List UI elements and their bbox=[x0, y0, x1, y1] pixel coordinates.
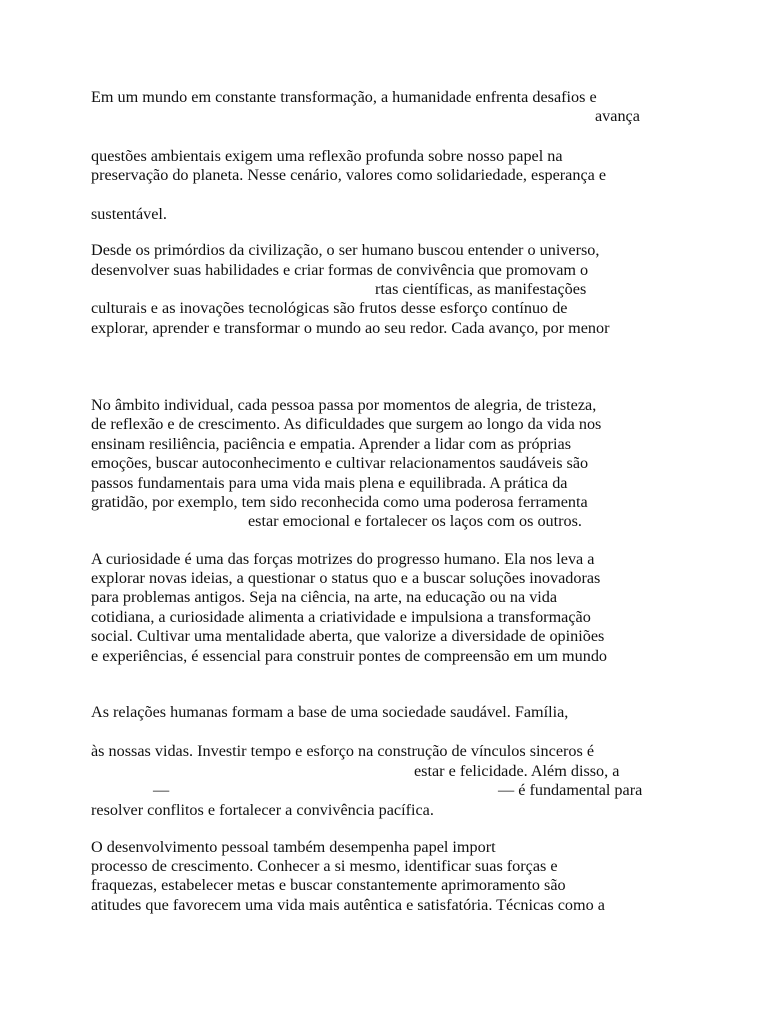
paragraph-7-line-1: O desenvolvimento pessoal também desempenha papel import bbox=[91, 838, 496, 856]
paragraph-4-line-6: gratidão, por exemplo, tem sido reconhecida como uma poderosa ferramenta bbox=[91, 493, 588, 511]
paragraph-4-line-5: passos fundamentais para uma vida mais plena e equilibrada. A prática da bbox=[91, 474, 568, 492]
paragraph-5-line-1: A curiosidade é uma das forças motrizes do progresso humano. Ela nos leva a bbox=[91, 550, 595, 568]
paragraph-3-line-3: rtas científicas, as manifestações bbox=[375, 280, 587, 298]
paragraph-7-line-3: fraquezas, estabelecer metas e buscar constantemente aprimoramento são bbox=[91, 876, 566, 894]
paragraph-1-line-1: Em um mundo em constante transformação, a humanidade enfrenta desafios e bbox=[91, 88, 597, 106]
paragraph-3-line-2: desenvolver suas habilidades e criar formas de convivência que promovam o bbox=[91, 261, 589, 279]
paragraph-6-line-6: resolver conflitos e fortalecer a convivência pacífica. bbox=[91, 801, 434, 819]
paragraph-5-line-3: para problemas antigos. Seja na ciência, na arte, na educação ou na vida bbox=[91, 588, 558, 606]
paragraph-3-line-4: culturais e as inovações tecnológicas são frutos desse esforço contínuo de bbox=[91, 299, 568, 317]
paragraph-6-line-5: — é fundamental para bbox=[498, 781, 643, 799]
paragraph-1-line-2: avança bbox=[595, 107, 640, 125]
paragraph-4-line-2: de reflexão e de crescimento. As dificuldades que surgem ao longo da vida nos bbox=[91, 415, 602, 433]
paragraph-5-line-2: explorar novas ideias, a questionar o status quo e a buscar soluções inovadoras bbox=[91, 569, 601, 587]
paragraph-2-line-2: preservação do planeta. Nesse cenário, valores como solidariedade, esperança e bbox=[91, 166, 607, 184]
paragraph-6-line-3: estar e felicidade. Além disso, a bbox=[414, 762, 620, 780]
paragraph-4-line-3: ensinam resiliência, paciência e empatia. Aprender a lidar com as próprias bbox=[91, 435, 572, 453]
paragraph-2-line-1: questões ambientais exigem uma reflexão profunda sobre nosso papel na bbox=[91, 147, 563, 165]
paragraph-3-line-5: explorar, aprender e transformar o mundo ao seu redor. Cada avanço, por menor bbox=[91, 319, 610, 337]
paragraph-6-line-2: às nossas vidas. Investir tempo e esforço na construção de vínculos sinceros é bbox=[91, 742, 595, 760]
paragraph-7-line-2: processo de crescimento. Conhecer a si mesmo, identificar suas forças e bbox=[91, 857, 558, 875]
paragraph-4-line-1: No âmbito individual, cada pessoa passa por momentos de alegria, de tristeza, bbox=[91, 396, 597, 414]
paragraph-5-line-6: e experiências, é essencial para construir pontes de compreensão em um mundo bbox=[91, 647, 608, 665]
paragraph-6-line-1: As relações humanas formam a base de uma sociedade saudável. Família, bbox=[91, 703, 569, 721]
paragraph-7-line-4: atitudes que favorecem uma vida mais autêntica e satisfatória. Técnicas como a bbox=[91, 896, 605, 914]
paragraph-3-line-1: Desde os primórdios da civilização, o ser humano buscou entender o universo, bbox=[91, 241, 600, 259]
paragraph-5-line-5: social. Cultivar uma mentalidade aberta, que valorize a diversidade de opiniões bbox=[91, 627, 605, 645]
paragraph-4-line-4: emoções, buscar autoconhecimento e cultivar relacionamentos saudáveis são bbox=[91, 454, 589, 472]
paragraph-6-line-4: — bbox=[153, 781, 170, 799]
paragraph-4-line-7: estar emocional e fortalecer os laços com os outros. bbox=[248, 512, 582, 530]
paragraph-2-line-3: sustentável. bbox=[91, 205, 167, 223]
paragraph-5-line-4: cotidiana, a curiosidade alimenta a criatividade e impulsiona a transformação bbox=[91, 608, 591, 626]
